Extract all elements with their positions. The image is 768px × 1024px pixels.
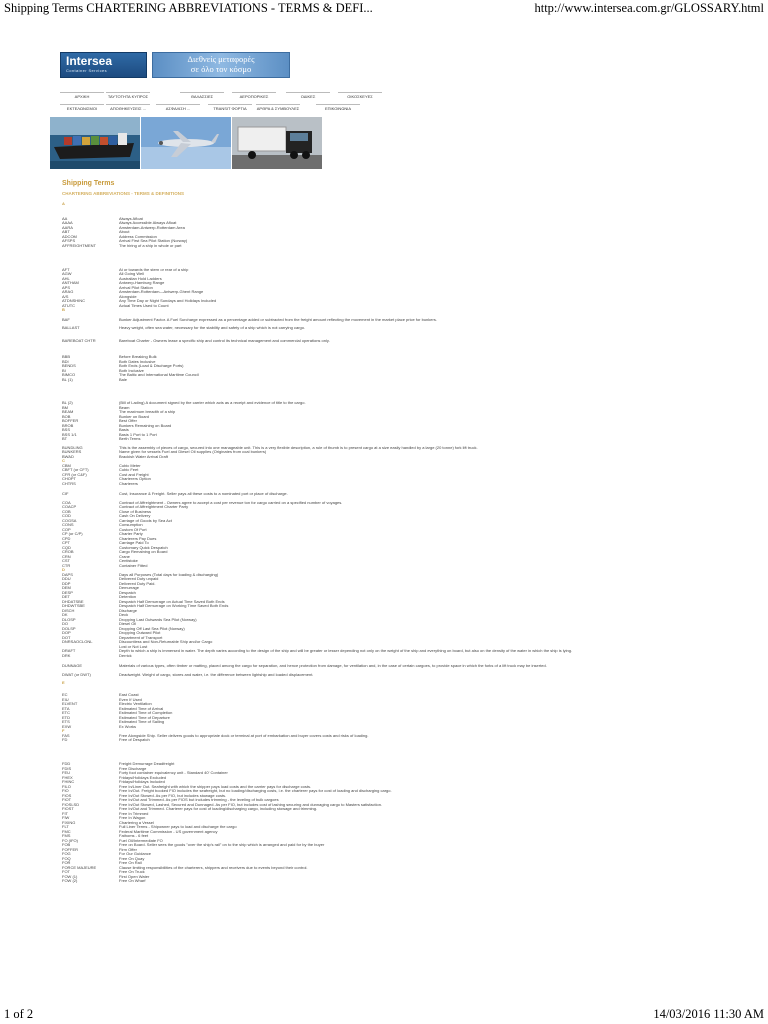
entry-definition: The hiring of a ship in whole or part — [119, 243, 182, 248]
entry-abbreviation: CBM — [62, 463, 71, 468]
entry-definition: Best Offer — [119, 419, 137, 423]
entry-definition: Australian Hold Ladders — [119, 276, 162, 281]
entry-abbreviation: BENDS — [62, 364, 76, 368]
entry-abbreviation: FIW — [62, 816, 70, 820]
entry-definition: Charterers — [119, 481, 138, 486]
entry-definition: Address Commission — [119, 234, 157, 239]
entry-abbreviation: CTR — [62, 563, 71, 568]
entry-abbreviation: BT — [62, 437, 68, 441]
entry-definition: Chartering a Vessel — [119, 820, 154, 825]
entry-definition: Bunker Adjustment Factor. A Fuel Surcharge expressed as a percentage added or subtracted from the freight amount reflecting the movement in the market place price for bunkers. — [119, 318, 437, 322]
entry-abbreviation: COD — [62, 514, 71, 518]
entry-definition: Forty foot container equivalency unit - Standard 40' Container — [119, 771, 228, 775]
print-datetime: 14/03/2016 11:30 AM — [653, 1007, 764, 1021]
truck-image — [232, 117, 322, 169]
entry-abbreviation: AFT — [62, 267, 70, 272]
entry-abbreviation: BM — [62, 405, 68, 410]
nav-item-sea[interactable]: ΘΑΛΑΣΣΙΕΣ — [180, 92, 224, 99]
entry-abbreviation: COB — [62, 509, 71, 514]
entry-definition: Cash On Delivery — [119, 514, 151, 518]
entry-definition: Charter Party — [119, 532, 143, 536]
entry-definition: Bunker on Board — [119, 414, 150, 419]
entry-abbreviation: FO (IFO) — [62, 838, 78, 843]
entry-abbreviation: FIOS — [62, 793, 72, 798]
entry-abbreviation: BOFFER — [62, 419, 79, 423]
entry-abbreviation: AAAA — [62, 221, 73, 225]
entry-abbreviation: COA — [62, 500, 71, 505]
entry-definition: First Open Water — [119, 874, 150, 879]
entry-definition: Fridays/Holidays Included — [119, 780, 165, 784]
entry-abbreviation: FD — [62, 737, 68, 742]
entry-abbreviation: AFSPS — [62, 239, 76, 243]
entry-definition: Lost or Not Lost — [119, 644, 148, 649]
entry-abbreviation: DDU — [62, 577, 71, 581]
entry-definition: Arrival Pilot Station — [119, 285, 153, 290]
entry-abbreviation: FOW (1) — [62, 874, 78, 879]
entry-abbreviation: CQD — [62, 545, 71, 550]
entry-definition: Free In/Out Stowed, Lashed, Secured and Dunnaged. As per FIO, but includes cost of lashing securing and dunnaging cargo to Masters satisfaction. — [119, 802, 383, 807]
entry-definition: Free In Trimmed — [119, 811, 149, 816]
entry-definition: The Baltic and International Maritime Council — [119, 373, 199, 377]
entry-abbreviation: DOLSP — [62, 626, 76, 631]
entry-abbreviation: FORCE MAJEURE — [62, 865, 97, 870]
entry-definition: Bale — [119, 377, 128, 382]
entry-abbreviation: BEAM — [62, 410, 74, 414]
entry-abbreviation: FIOST — [62, 807, 74, 811]
nav-item-customs[interactable]: ΕΚΤΕΛΩΝΙΣΜΟΙ — [60, 104, 104, 111]
entry-abbreviation: FOW (2) — [62, 879, 78, 883]
entry-definition: Free Alongside Ship. Seller delivers goods to appropriate dock or terminal at port of embarkation and buyer covers costs and risks of loading. — [119, 733, 369, 738]
entry-abbreviation: DAPS — [62, 572, 73, 577]
entry-definition: Demurrage — [119, 586, 140, 590]
nav-item-insurance[interactable]: ΑΣΦΑΛΙΣΗ ... — [156, 104, 200, 111]
entry-abbreviation: BSS — [62, 428, 71, 432]
entry-definition: Dropping Outward Pilot — [119, 631, 161, 635]
entry-definition: Amsterdam-Antwerp-Rotterdam Area — [119, 225, 185, 230]
entry-abbreviation: FIT — [62, 811, 68, 816]
entry-abbreviation: ATDNSHINC — [62, 299, 86, 303]
entry-abbreviation: ETD — [62, 715, 70, 720]
entry-abbreviation: BI — [62, 368, 66, 373]
entry-definition: Always Afloat — [119, 216, 143, 221]
entry-abbreviation: CBFT (or CFT) — [62, 468, 89, 472]
entry-definition: Dropping Last Outwards Sea Pilot (Norway) — [119, 617, 197, 622]
entry-abbreviation: DUNNAGE — [62, 664, 83, 668]
entry-definition: Brackish Water Arrival Draft — [119, 454, 168, 459]
entry-abbreviation: FEU — [62, 771, 70, 775]
entry-definition: Estimated Time of Departure — [119, 715, 170, 720]
entry-abbreviation: BAREBOAT CHTR — [62, 339, 96, 343]
entry-definition: Basis — [119, 428, 129, 432]
entry-definition: Fathoms - 6 feet — [119, 834, 149, 838]
nav-item-articles[interactable]: ΑΡΘΡΑ & ΣΥΜΒΟΥΛΕΣ — [256, 106, 300, 111]
entry-abbreviation: ETA — [62, 706, 70, 711]
entry-abbreviation: FDD — [62, 762, 71, 766]
entry-abbreviation: DHDWTSBE — [62, 604, 85, 608]
entry-definition: Heavy weight, often sea water, necessary for the stability and safety of a ship which is not carrying cargo. — [119, 326, 306, 330]
entry-definition: Cubic Meter — [119, 463, 141, 468]
entry-definition: Any Time Day or Night Sundays and Holidays Included — [119, 299, 217, 303]
entry-abbreviation: AFFREIGHTMENT — [62, 243, 96, 248]
entry-definition: Centistoke — [119, 559, 138, 563]
entry-definition: Contract of Affreightment - Owners agree to accept a cost per revenue ton for cargo carried on a specified number of voyages. — [119, 500, 343, 505]
entry-abbreviation: AA — [62, 216, 68, 221]
nav-item-air[interactable]: ΑΕΡΟΠΟΡΙΚΕΣ — [232, 92, 276, 99]
entry-abbreviation: DHDATSBE — [62, 599, 84, 604]
entry-abbreviation: DRAFT — [62, 649, 76, 653]
entry-abbreviation: BDI — [62, 359, 69, 364]
entry-abbreviation: CHOPT — [62, 477, 76, 481]
entry-definition: Discountless and Non-Returnable Ship and/or Cargo — [119, 640, 213, 644]
entry-abbreviation: DISCH — [62, 608, 75, 613]
print-footer — [0, 1006, 768, 1024]
entry-definition: Consumption — [119, 523, 143, 527]
entry-abbreviation: DEM — [62, 586, 71, 590]
entry-abbreviation: ABT — [62, 230, 70, 234]
entry-definition: Antwerp-Hamburg Range — [119, 281, 165, 285]
entry-definition: East Coast — [119, 693, 139, 697]
letter-heading-label: B — [62, 308, 65, 312]
entry-definition: Carriage Paid To — [119, 541, 149, 545]
entry-abbreviation: CST — [62, 559, 70, 563]
letter-heading-label: A — [62, 202, 65, 206]
entry-abbreviation: FILO — [62, 784, 71, 789]
entry-abbreviation: FOQ — [62, 856, 71, 861]
entry-definition: Bunkers Remaining on Board — [119, 423, 172, 428]
letter-heading-label: D — [62, 568, 65, 572]
entry-abbreviation: DK — [62, 613, 68, 617]
nav-item-home[interactable]: ΑΡΧΙΚΗ — [60, 92, 104, 99]
print-header — [0, 0, 768, 18]
entry-abbreviation: FIO — [62, 789, 69, 793]
entry-abbreviation: CIF — [62, 492, 69, 496]
entry-definition: Free on Board. Seller sees the goods "over the ship's rail" on to the ship which is arranged and paid for by the buyer — [119, 843, 325, 847]
cargo-airplane-image — [141, 117, 231, 169]
entry-abbreviation: FDIS — [62, 766, 72, 771]
entry-abbreviation: FOG — [62, 852, 71, 856]
entry-definition: Detention — [119, 595, 137, 599]
nav-item-road[interactable]: ΟΔΙΚΕΣ — [286, 92, 330, 99]
entry-abbreviation: DOP — [62, 631, 71, 635]
entry-definition: Alongside — [119, 294, 137, 299]
entry-definition: Despatch Half Demurrage on Actual Time Saved Both Ends — [119, 599, 225, 604]
entry-definition: Delivered Duty Paid. — [119, 581, 156, 586]
slogan-banner — [152, 52, 290, 78]
nav-item-removals[interactable]: ΟΙΚΟΣΚΕΥΕΣ — [338, 92, 382, 99]
entry-abbreviation: BBB — [62, 355, 71, 359]
entry-definition: Materials of various types, often timber or matting, placed among the cargo for separation, and hence protection from damage, for ventilation and, in the case of certain cargoes, to provide space in which the forks of a lift truck may be inserted. — [119, 664, 547, 668]
page-title: Shipping Terms — [62, 180, 115, 187]
entry-definition: Electric Ventilation — [119, 702, 152, 706]
entry-definition: Free On Quay — [119, 856, 145, 861]
entry-definition: About — [119, 230, 130, 234]
entry-abbreviation: BUNKERS — [62, 450, 82, 454]
entry-definition: Before Breaking Bulk — [119, 355, 157, 359]
entry-definition: Name given for vessels Fuel and Diesel Oil supplies (Originates from coal bunkers) — [119, 450, 267, 454]
entry-abbreviation: FHINC — [62, 780, 75, 784]
header-photos — [50, 117, 322, 169]
entry-abbreviation: ETS — [62, 720, 70, 724]
entry-definition: For Our Guidance — [119, 852, 152, 856]
entry-abbreviation: BL (1) — [62, 377, 73, 382]
entry-abbreviation: CFR (or C&F) — [62, 472, 87, 477]
entry-definition: Cubic Feet — [119, 468, 139, 472]
entry-abbreviation: CONS — [62, 523, 74, 527]
entry-abbreviation: FOR — [62, 861, 71, 865]
entry-abbreviation: BL (2) — [62, 401, 73, 405]
nav-item-storage[interactable]: ΑΠΟΘΗΚΕΥΣΕΙΣ ... — [106, 104, 150, 111]
entry-definition: Free In/Out. Freight booked FIO includes the seafreight, but no loading/discharging costs, i.e. the charterer pays for cost of loading and discharging cargo. — [119, 789, 392, 793]
entry-definition: Free On Rail — [119, 861, 142, 865]
entry-definition: Diesel Oil — [119, 622, 137, 626]
entry-abbreviation: COGSA — [62, 518, 77, 523]
entry-abbreviation: BAF — [62, 318, 70, 322]
entry-definition: Free On Wharf — [119, 879, 146, 883]
entry-abbreviation: BSS 1/1 — [62, 432, 77, 437]
entry-definition: Days all Purposes (Total days for loading & discharging) — [119, 572, 219, 577]
entry-abbreviation: AARA — [62, 225, 73, 230]
entry-definition: Cost, Insurance & Freight. Seller pays all these costs to a nominated port or place of discharge. — [119, 492, 288, 496]
entry-abbreviation: BUNDLING — [62, 445, 83, 450]
entry-definition: Contract of Affreightment Charter Party — [119, 505, 189, 509]
entry-abbreviation: AHL — [62, 276, 70, 281]
glossary-entries — [62, 202, 702, 1002]
entry-definition: Dropping Off Last Sea Pilot (Norway) — [119, 626, 185, 631]
entry-abbreviation: ARAG — [62, 290, 74, 294]
entry-definition: Bareboat Charter - Owners lease a specific ship and control its technical management and commercial operations only. — [119, 339, 330, 343]
entry-abbreviation: FIOSLSD — [62, 802, 80, 807]
entry-abbreviation: DWAT (or DWT) — [62, 672, 91, 677]
entry-abbreviation: FAS — [62, 733, 70, 738]
slogan-line-1: Διεθνείς μεταφορές — [187, 54, 255, 64]
entry-abbreviation: AGW — [62, 272, 72, 276]
entry-definition: Customary Quick Despatch — [119, 545, 168, 550]
entry-abbreviation: COACP — [62, 505, 77, 509]
entry-definition: Derrick — [119, 653, 132, 658]
entry-abbreviation: ETC — [62, 711, 70, 715]
entry-definition: Free On Truck — [119, 870, 145, 874]
entry-abbreviation: DOT — [62, 635, 71, 640]
entry-abbreviation: DESP — [62, 590, 73, 595]
entry-definition: Cargo Remaining on Board — [119, 550, 168, 554]
entry-definition: Close of Business — [119, 509, 152, 514]
entry-definition: Free In/Out Stowed. As per FIO, but includes stowage costs. — [119, 793, 227, 798]
entry-abbreviation: ANTHAM — [62, 281, 79, 285]
entry-definition: Free In/Out and Trimmed. As per FIOS but includes trimming - the leveling of bulk cargoes — [119, 798, 279, 802]
entry-definition: Custom Of Port — [119, 527, 147, 532]
entry-abbreviation: FMS — [62, 834, 71, 838]
entry-abbreviation: CPD — [62, 536, 71, 541]
entry-abbreviation: FOFFER — [62, 847, 78, 852]
entry-abbreviation: CP (or C/P) — [62, 532, 83, 536]
entry-abbreviation: FOT — [62, 870, 70, 874]
letter-heading-label: E — [62, 681, 65, 685]
entry-definition: Estimated Time of Sailing — [119, 720, 165, 724]
entry-definition: Fuel Oil/Intermediate FO — [119, 838, 163, 843]
entry-abbreviation: BROB — [62, 423, 74, 428]
entry-definition: Basis 1 Port to 1 Port — [119, 432, 157, 437]
nav-item-contact[interactable]: ΕΠΙΚΟΙΝΩΝΙΑ — [316, 104, 360, 111]
entry-abbreviation: COP — [62, 527, 71, 532]
entry-definition: Free of Despatch — [119, 737, 150, 742]
entry-abbreviation: CRN — [62, 554, 71, 559]
entry-abbreviation: BALLAST — [62, 326, 80, 330]
entry-abbreviation: BOB — [62, 414, 71, 419]
entry-definition: Amsterdam-Rotterdam—Antwerp-Ghent Range — [119, 290, 204, 294]
entry-abbreviation: CROB — [62, 550, 74, 554]
entry-abbreviation: FLT — [62, 825, 69, 829]
slogan-line-2: σε όλο τον κόσμο — [190, 64, 252, 74]
entry-definition: Actual Times Used to Count — [119, 303, 169, 308]
entry-definition: Despatch Half Demurrage on Working Time Saved Both Ends — [119, 604, 229, 608]
entry-abbreviation: FIOT — [62, 798, 72, 802]
entry-definition: Free Discharge — [119, 766, 147, 771]
nav-item-identity[interactable]: ΤΑΥΤΟΤΗΤΑ ΚΥΠΡΟΣ — [107, 94, 149, 99]
container-ship-image — [50, 117, 140, 169]
entry-definition: Even If Used — [119, 697, 142, 702]
entry-definition: Charterers Option — [119, 477, 151, 481]
entry-definition: At or towards the stern or rear of a ship — [119, 267, 189, 272]
logo-text: Intersea — [66, 54, 113, 68]
entry-abbreviation: DO — [62, 622, 68, 626]
entry-definition: Ex Works — [119, 724, 137, 729]
entry-abbreviation: DRK — [62, 653, 71, 658]
print-header-title: Shipping Terms CHARTERING ABBREVIATIONS - TERMS & DEFI... — [4, 1, 373, 15]
entry-definition: Full Liner Terms - Shipowner pays to load and discharge the cargo — [119, 825, 237, 829]
entry-definition: Deadweight. Weight of cargo, stores and water, i.e. the difference between lightship and loaded displacement. — [119, 672, 314, 677]
entry-definition: Clause limiting responsibilities of the charterers, shippers and receivers due to events beyond their control. — [119, 865, 308, 870]
page-subtitle: CHARTERING ABBREVIATIONS - TERMS & DEFINITIONS — [62, 191, 185, 196]
entry-abbreviation: EC — [62, 693, 68, 697]
entry-definition: Freight Demurrage Deadfreight — [119, 762, 175, 766]
entry-definition: Despatch — [119, 590, 136, 595]
entry-abbreviation: ELVENT — [62, 702, 78, 706]
entry-definition: Both Ends (Load & Discharge Ports) — [119, 364, 184, 368]
site-banner — [60, 52, 290, 76]
entry-definition: Beam — [119, 405, 130, 410]
entry-definition: All Going Well — [119, 272, 145, 276]
entry-definition: Estimated Time of Completion — [119, 711, 173, 715]
entry-definition: Fridays/Holidays Excluded — [119, 775, 167, 780]
entry-definition: Berth Terms — [119, 437, 141, 441]
entry-definition: Crane — [119, 554, 130, 559]
print-header-url[interactable]: http://www.intersea.com.gr/GLOSSARY.html — [534, 1, 764, 15]
entry-definition: Carriage of Goods by Sea Act — [119, 518, 172, 523]
intersea-logo[interactable] — [60, 52, 147, 78]
entry-definition: Delivered Duty unpaid — [119, 577, 159, 581]
entry-abbreviation: ADCOM — [62, 234, 77, 239]
entry-abbreviation: FMC — [62, 829, 71, 834]
entry-abbreviation: CPT — [62, 541, 70, 545]
entry-definition: Cost and Freight — [119, 472, 149, 477]
entry-definition: Estimated Time of Arrival — [119, 706, 164, 711]
entry-definition: Deck — [119, 613, 129, 617]
entry-definition: Depth to which a ship is immersed in water. The depth varies according to the design of the ship and will be greater or lesser depending not only on the weight of the ship and everything on board, but also on the density of the water in which the ship is lying. — [119, 649, 573, 653]
entry-definition: This is the assembly of pieces of cargo, secured into one manageable unit. This is a very flexible description, a rule of thumb is to present cargo at a size easily handled by a large (20 tonne) fork lift truck. — [119, 445, 478, 450]
entry-definition: Always Accessible Always Afloat — [119, 221, 177, 225]
entry-abbreviation: CHTRS — [62, 481, 76, 486]
entry-abbreviation: FIXING — [62, 820, 76, 825]
entry-abbreviation: FOB — [62, 843, 71, 847]
main-navigation — [60, 86, 390, 116]
entry-definition: Arrival First Sea Pilot Station (Norway) — [119, 239, 188, 243]
entry-definition: Firm Offer — [119, 847, 137, 852]
entry-abbreviation: FHEX — [62, 775, 73, 780]
entry-definition: Both Inclusive — [119, 368, 144, 373]
entry-abbreviation: A/S — [62, 294, 69, 299]
entry-definition: The maximum breadth of a ship — [119, 410, 176, 414]
entry-abbreviation: DLOSP — [62, 617, 76, 622]
entry-abbreviation: APS — [62, 285, 71, 290]
entry-definition: Federal Maritime Commission - US government agency — [119, 829, 218, 834]
entry-definition: (Bill of Lading) A document signed by the carrier which acts as a receipt and evidence of title to the cargo. — [119, 401, 306, 405]
entry-abbreviation: EXW — [62, 724, 72, 729]
entry-abbreviation: ATUTC — [62, 303, 76, 308]
letter-heading-label: F — [62, 729, 65, 733]
entry-definition: Both Dates Inclusive — [119, 359, 156, 364]
entry-abbreviation: DDP — [62, 581, 71, 586]
entry-abbreviation: BIMCO — [62, 373, 76, 377]
page-number: 1 of 2 — [4, 1007, 34, 1021]
entry-definition: Department of Transport — [119, 635, 163, 640]
entry-definition: Charterers Pay Dues — [119, 536, 157, 541]
entry-abbreviation: EIU — [62, 697, 69, 702]
logo-subtext: Container Services — [66, 68, 107, 73]
entry-abbreviation: BWAD — [62, 454, 74, 459]
entry-definition: Container Fitted — [119, 563, 148, 568]
nav-item-transit[interactable]: TRANSIT ΦΟΡΤΙΑ — [208, 104, 252, 111]
entry-definition: Free In/Liner Out. Seafreight with which the shipper pays load costs and the carrier pays for discharge costs. — [119, 784, 312, 789]
entry-abbreviation: DET — [62, 595, 70, 599]
entry-definition: Free In Wagon — [119, 816, 146, 820]
entry-definition: Free In/Out and Trimmed. Charterer pays for cost of loading/discharging cargo, including stowage and trimming. — [119, 807, 318, 811]
letter-heading-label: C — [62, 459, 65, 463]
entry-abbreviation: DNRSAOCLONL — [62, 640, 93, 644]
entry-definition: Discharge — [119, 608, 138, 613]
